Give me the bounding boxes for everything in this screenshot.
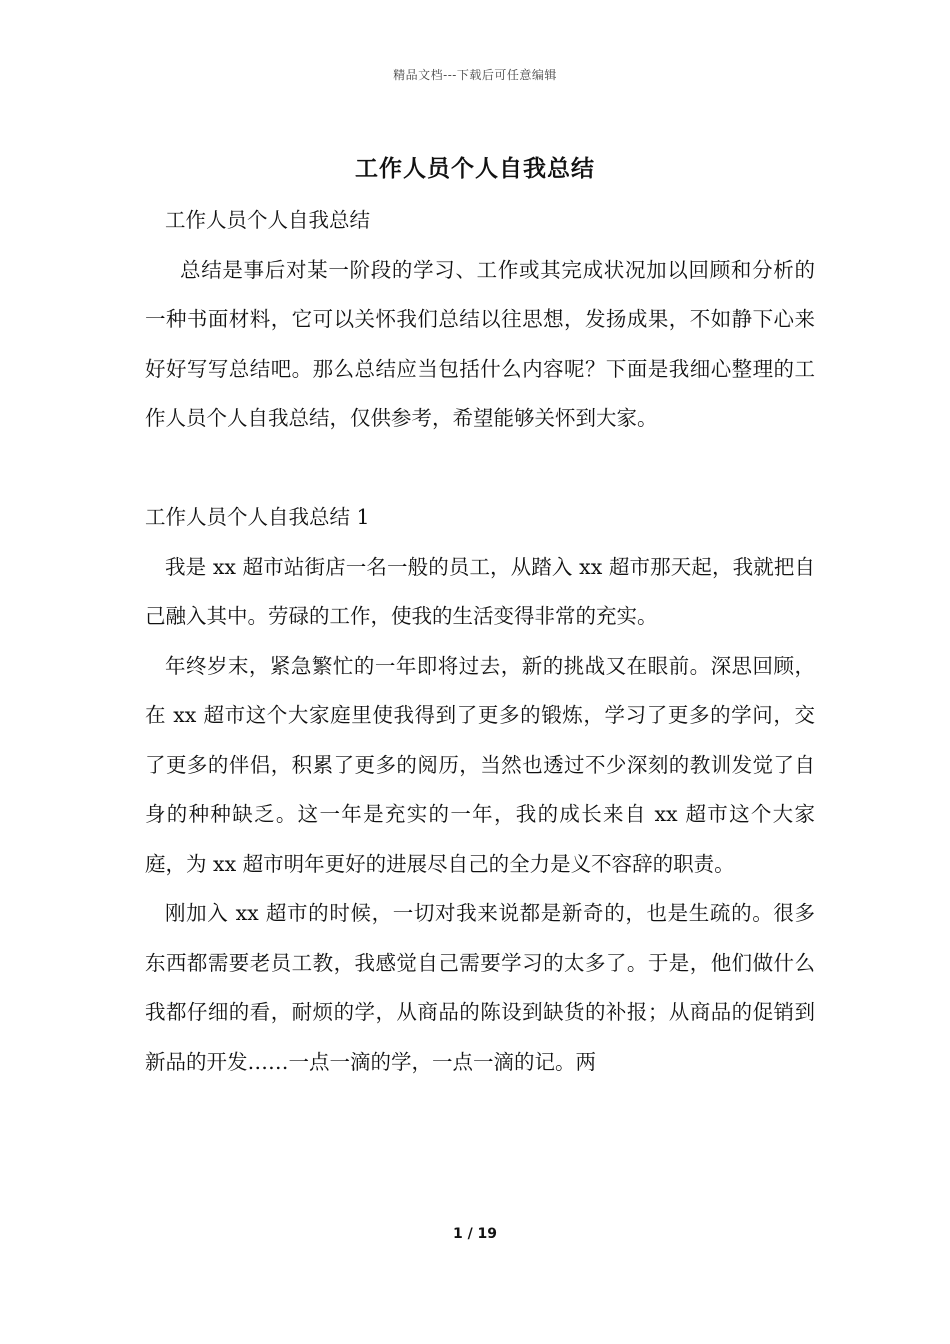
- section-heading: 工作人员个人自我总结 1: [145, 505, 370, 529]
- document-title: 工作人员个人自我总结: [355, 155, 595, 182]
- body-paragraph-3: 刚加入 xx 超市的时候，一切对我来说都是新奇的，也是生疏的。很多东西都需要老员工教，我感觉自己需要学习的太多了。于是，他们做什么我都仔细的看，耐烦的学，从商品的陈设到缺货的补报；从商品的促销到新品的开发……一点一滴的学，一点一滴的记。两: [145, 901, 815, 1074]
- paragraph-spacer: [145, 444, 815, 494]
- body-paragraph-1: 我是 xx 超市站街店一名一般的员工，从踏入 xx 超市那天起，我就把自己融入其中。劳碌的工作，使我的生活变得非常的充实。: [145, 554, 815, 628]
- page-header: 精品文档---下载后可任意编辑: [393, 68, 557, 82]
- intro-paragraph: 总结是事后对某一阶段的学习、工作或其完成状况加以回顾和分析的一种书面材料，它可以关怀我们总结以往思想，发扬成果，不如静下心来好好写写总结吧。那么总结应当包括什么内容呢？下面是我细心整理的工作人员个人自我总结，仅供参考，希望能够关怀到大家。: [145, 257, 815, 430]
- document-subtitle: 工作人员个人自我总结: [165, 208, 370, 232]
- document-body: [145, 196, 815, 1087]
- page-number: 1 / 19: [452, 1226, 498, 1242]
- body-paragraph-2: 年终岁末，紧急繁忙的一年即将过去，新的挑战又在眼前。深思回顾，在 xx 超市这个大家庭里使我得到了更多的锻炼，学习了更多的学问，交了更多的伴侣，积累了更多的阅历，当然也透过不少深刻的教训发觉了自身的种种缺乏。这一年是充实的一年，我的成长来自 xx 超市这个大家庭，为 xx 超市明年更好的进展尽自己的全力是义不容辞的职责。: [145, 653, 815, 876]
